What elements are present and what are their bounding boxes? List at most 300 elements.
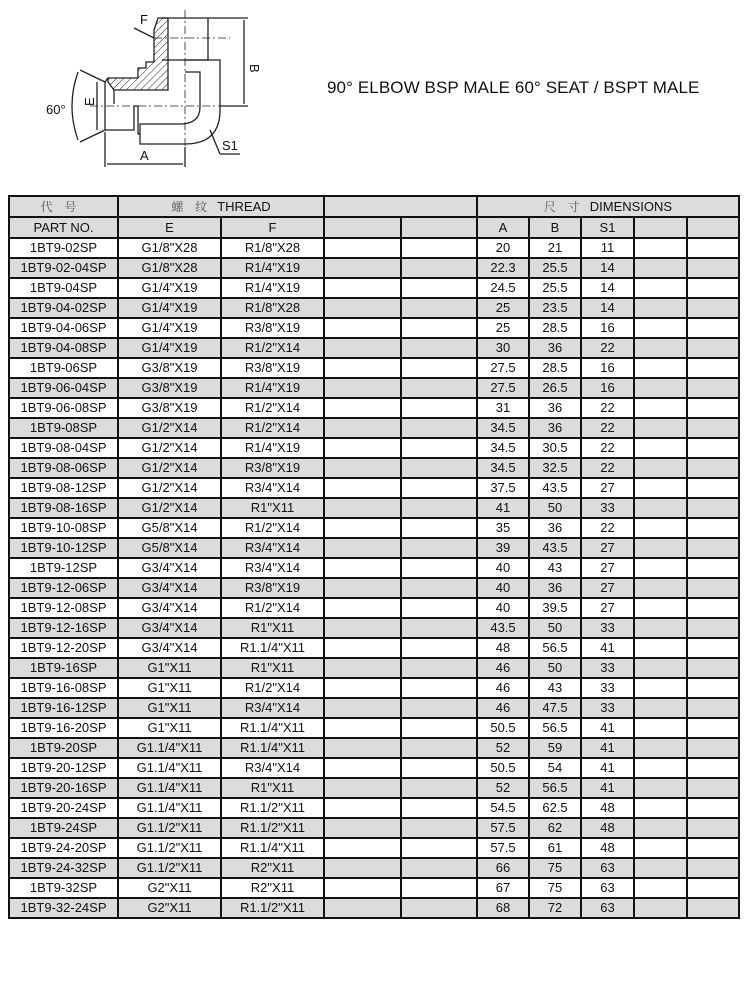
dim-b-cell: 47.5 <box>529 698 581 718</box>
thread-f-cell: R1.1/2"X11 <box>221 798 324 818</box>
thread-f-cell: R3/8"X19 <box>221 578 324 598</box>
empty-cell <box>687 878 739 898</box>
dim-s1-cell: 22 <box>581 518 634 538</box>
thread-f-cell: R1.1/4"X11 <box>221 638 324 658</box>
dim-b-cell: 23.5 <box>529 298 581 318</box>
thread-f-cell: R1.1/4"X11 <box>221 718 324 738</box>
empty-cell <box>324 778 401 798</box>
thread-f-cell: R1"X11 <box>221 618 324 638</box>
empty-cell <box>401 758 477 778</box>
part-no-cell: 1BT9-12-08SP <box>9 598 118 618</box>
empty-cell <box>324 558 401 578</box>
empty-cell <box>324 738 401 758</box>
table-row <box>9 358 739 378</box>
thread-f-cell: R1/2"X14 <box>221 398 324 418</box>
empty-cell <box>401 318 477 338</box>
table-row <box>9 878 739 898</box>
part-no-cell: 1BT9-04-08SP <box>9 338 118 358</box>
empty-cell <box>634 538 687 558</box>
empty-cell <box>634 398 687 418</box>
dim-s1-cell: 41 <box>581 738 634 758</box>
empty-cell <box>687 758 739 778</box>
table-row <box>9 838 739 858</box>
thread-e-cell: G1"X11 <box>118 698 221 718</box>
empty-cell <box>401 298 477 318</box>
dim-a-cell: 57.5 <box>477 838 529 858</box>
thread-f-cell: R1.1/4"X11 <box>221 838 324 858</box>
dim-a-cell: 52 <box>477 778 529 798</box>
thread-e-cell: G3/4"X14 <box>118 638 221 658</box>
header-empty-3 <box>634 217 687 238</box>
header-row-1 <box>9 196 739 217</box>
dim-s1-cell: 63 <box>581 858 634 878</box>
empty-cell <box>687 338 739 358</box>
part-no-cell: 1BT9-10-12SP <box>9 538 118 558</box>
dim-b-cell: 56.5 <box>529 718 581 738</box>
table-row <box>9 338 739 358</box>
thread-f-cell: R1"X11 <box>221 658 324 678</box>
dim-s1-cell: 63 <box>581 878 634 898</box>
label-angle: 60° <box>46 102 66 117</box>
table-row <box>9 258 739 278</box>
empty-cell <box>401 658 477 678</box>
thread-e-cell: G3/4"X14 <box>118 618 221 638</box>
dim-s1-cell: 48 <box>581 818 634 838</box>
thread-e-cell: G5/8"X14 <box>118 518 221 538</box>
empty-cell <box>634 658 687 678</box>
dim-a-cell: 34.5 <box>477 458 529 478</box>
dim-s1-cell: 22 <box>581 398 634 418</box>
table-row <box>9 538 739 558</box>
empty-cell <box>634 338 687 358</box>
dim-b-cell: 26.5 <box>529 378 581 398</box>
header-b: B <box>529 217 581 238</box>
part-no-cell: 1BT9-12SP <box>9 558 118 578</box>
thread-f-cell: R3/4"X14 <box>221 698 324 718</box>
dim-s1-cell: 22 <box>581 418 634 438</box>
dim-b-cell: 50 <box>529 658 581 678</box>
dim-s1-cell: 16 <box>581 378 634 398</box>
dim-a-cell: 22.3 <box>477 258 529 278</box>
dim-s1-cell: 41 <box>581 718 634 738</box>
empty-cell <box>401 778 477 798</box>
empty-cell <box>401 858 477 878</box>
header-thread: 螺 纹 THREAD <box>118 196 324 217</box>
empty-cell <box>634 458 687 478</box>
dim-s1-cell: 63 <box>581 898 634 918</box>
part-no-cell: 1BT9-06SP <box>9 358 118 378</box>
empty-cell <box>401 398 477 418</box>
thread-f-cell: R1/4"X19 <box>221 438 324 458</box>
thread-e-cell: G3/8"X19 <box>118 378 221 398</box>
thread-f-cell: R3/4"X14 <box>221 758 324 778</box>
part-no-cell: 1BT9-16-20SP <box>9 718 118 738</box>
empty-cell <box>324 898 401 918</box>
part-no-cell: 1BT9-02SP <box>9 238 118 258</box>
empty-cell <box>324 858 401 878</box>
empty-cell <box>401 518 477 538</box>
elbow-fitting-drawing <box>30 2 270 172</box>
empty-cell <box>401 498 477 518</box>
thread-f-cell: R1/2"X14 <box>221 418 324 438</box>
part-no-cell: 1BT9-20-24SP <box>9 798 118 818</box>
empty-cell <box>324 638 401 658</box>
thread-e-cell: G1.1/2"X11 <box>118 818 221 838</box>
empty-cell <box>687 778 739 798</box>
thread-e-cell: G1/2"X14 <box>118 438 221 458</box>
table-row <box>9 398 739 418</box>
header-part-cn: 代 号 <box>9 196 118 217</box>
empty-cell <box>401 438 477 458</box>
empty-cell <box>401 738 477 758</box>
dim-b-cell: 75 <box>529 878 581 898</box>
thread-f-cell: R3/8"X19 <box>221 318 324 338</box>
table-row <box>9 858 739 878</box>
dim-b-cell: 25.5 <box>529 278 581 298</box>
dim-s1-cell: 22 <box>581 438 634 458</box>
table-row <box>9 498 739 518</box>
table-row <box>9 678 739 698</box>
empty-cell <box>324 698 401 718</box>
thread-e-cell: G3/4"X14 <box>118 558 221 578</box>
empty-cell <box>687 358 739 378</box>
empty-cell <box>687 578 739 598</box>
dim-a-cell: 40 <box>477 558 529 578</box>
empty-cell <box>687 418 739 438</box>
thread-f-cell: R1"X11 <box>221 498 324 518</box>
dim-b-cell: 59 <box>529 738 581 758</box>
thread-f-cell: R3/4"X14 <box>221 558 324 578</box>
dim-a-cell: 50.5 <box>477 718 529 738</box>
dim-s1-cell: 41 <box>581 758 634 778</box>
table-row <box>9 478 739 498</box>
empty-cell <box>401 898 477 918</box>
part-no-cell: 1BT9-02-04SP <box>9 258 118 278</box>
page-title: 90° ELBOW BSP MALE 60° SEAT / BSPT MALE <box>327 78 700 97</box>
empty-cell <box>687 518 739 538</box>
empty-cell <box>687 438 739 458</box>
empty-cell <box>687 698 739 718</box>
dim-s1-cell: 16 <box>581 358 634 378</box>
part-no-cell: 1BT9-10-08SP <box>9 518 118 538</box>
dim-s1-cell: 27 <box>581 558 634 578</box>
empty-cell <box>401 558 477 578</box>
thread-e-cell: G1/2"X14 <box>118 478 221 498</box>
dim-a-cell: 20 <box>477 238 529 258</box>
dim-s1-cell: 48 <box>581 838 634 858</box>
dim-b-cell: 21 <box>529 238 581 258</box>
empty-cell <box>401 378 477 398</box>
empty-cell <box>634 798 687 818</box>
dim-a-cell: 30 <box>477 338 529 358</box>
dim-b-cell: 43 <box>529 558 581 578</box>
label-f: F <box>140 12 148 27</box>
empty-cell <box>324 398 401 418</box>
empty-cell <box>324 718 401 738</box>
part-no-cell: 1BT9-20-16SP <box>9 778 118 798</box>
dim-b-cell: 25.5 <box>529 258 581 278</box>
empty-cell <box>634 638 687 658</box>
thread-f-cell: R1/2"X14 <box>221 678 324 698</box>
empty-cell <box>687 618 739 638</box>
header-blank <box>324 196 477 217</box>
table-row <box>9 638 739 658</box>
empty-cell <box>324 598 401 618</box>
empty-cell <box>401 638 477 658</box>
dim-b-cell: 56.5 <box>529 638 581 658</box>
table-row <box>9 598 739 618</box>
empty-cell <box>324 378 401 398</box>
dim-a-cell: 35 <box>477 518 529 538</box>
dim-b-cell: 61 <box>529 838 581 858</box>
part-no-cell: 1BT9-04-02SP <box>9 298 118 318</box>
header-f: F <box>221 217 324 238</box>
empty-cell <box>634 618 687 638</box>
empty-cell <box>687 298 739 318</box>
table-row <box>9 718 739 738</box>
empty-cell <box>687 458 739 478</box>
thread-f-cell: R1.1/4"X11 <box>221 738 324 758</box>
dim-s1-cell: 14 <box>581 278 634 298</box>
dim-a-cell: 25 <box>477 318 529 338</box>
empty-cell <box>634 418 687 438</box>
dim-a-cell: 27.5 <box>477 358 529 378</box>
dim-a-cell: 40 <box>477 578 529 598</box>
thread-e-cell: G1.1/4"X11 <box>118 758 221 778</box>
part-no-cell: 1BT9-08SP <box>9 418 118 438</box>
thread-f-cell: R2"X11 <box>221 878 324 898</box>
empty-cell <box>687 898 739 918</box>
empty-cell <box>324 318 401 338</box>
thread-f-cell: R1/2"X14 <box>221 598 324 618</box>
empty-cell <box>687 398 739 418</box>
table-row <box>9 318 739 338</box>
empty-cell <box>634 838 687 858</box>
empty-cell <box>401 838 477 858</box>
thread-f-cell: R2"X11 <box>221 858 324 878</box>
empty-cell <box>634 238 687 258</box>
thread-f-cell: R1/4"X19 <box>221 378 324 398</box>
empty-cell <box>401 338 477 358</box>
empty-cell <box>324 618 401 638</box>
thread-e-cell: G2"X11 <box>118 878 221 898</box>
empty-cell <box>324 438 401 458</box>
table-row <box>9 778 739 798</box>
header-empty-2 <box>401 217 477 238</box>
dim-s1-cell: 41 <box>581 778 634 798</box>
empty-cell <box>687 478 739 498</box>
empty-cell <box>401 278 477 298</box>
header-e: E <box>118 217 221 238</box>
empty-cell <box>687 678 739 698</box>
thread-e-cell: G1/2"X14 <box>118 458 221 478</box>
empty-cell <box>324 498 401 518</box>
empty-cell <box>634 378 687 398</box>
thread-e-cell: G1.1/4"X11 <box>118 738 221 758</box>
part-no-cell: 1BT9-08-12SP <box>9 478 118 498</box>
table-row <box>9 438 739 458</box>
empty-cell <box>401 418 477 438</box>
dim-a-cell: 68 <box>477 898 529 918</box>
label-b: B <box>247 64 262 73</box>
thread-f-cell: R1/8"X28 <box>221 298 324 318</box>
thread-e-cell: G1/4"X19 <box>118 278 221 298</box>
empty-cell <box>687 238 739 258</box>
empty-cell <box>687 558 739 578</box>
dim-a-cell: 34.5 <box>477 418 529 438</box>
dim-b-cell: 28.5 <box>529 318 581 338</box>
empty-cell <box>634 438 687 458</box>
dim-s1-cell: 33 <box>581 498 634 518</box>
empty-cell <box>634 558 687 578</box>
empty-cell <box>324 258 401 278</box>
dim-b-cell: 36 <box>529 338 581 358</box>
dim-s1-cell: 33 <box>581 618 634 638</box>
thread-f-cell: R1.1/2"X11 <box>221 898 324 918</box>
dim-b-cell: 50 <box>529 498 581 518</box>
dim-b-cell: 30.5 <box>529 438 581 458</box>
empty-cell <box>634 598 687 618</box>
dim-a-cell: 66 <box>477 858 529 878</box>
dim-b-cell: 32.5 <box>529 458 581 478</box>
dim-s1-cell: 14 <box>581 258 634 278</box>
dim-a-cell: 54.5 <box>477 798 529 818</box>
part-no-cell: 1BT9-12-06SP <box>9 578 118 598</box>
part-no-cell: 1BT9-20-12SP <box>9 758 118 778</box>
empty-cell <box>634 318 687 338</box>
empty-cell <box>687 498 739 518</box>
empty-cell <box>401 578 477 598</box>
empty-cell <box>401 458 477 478</box>
empty-cell <box>687 258 739 278</box>
thread-f-cell: R3/4"X14 <box>221 538 324 558</box>
table-row <box>9 758 739 778</box>
thread-f-cell: R3/4"X14 <box>221 478 324 498</box>
table-row <box>9 578 739 598</box>
empty-cell <box>324 518 401 538</box>
thread-e-cell: G1/2"X14 <box>118 498 221 518</box>
thread-f-cell: R1/4"X19 <box>221 278 324 298</box>
thread-e-cell: G1.1/4"X11 <box>118 778 221 798</box>
dim-b-cell: 43 <box>529 678 581 698</box>
table-row <box>9 738 739 758</box>
thread-e-cell: G1/4"X19 <box>118 318 221 338</box>
thread-f-cell: R3/8"X19 <box>221 358 324 378</box>
thread-e-cell: G3/4"X14 <box>118 578 221 598</box>
thread-e-cell: G1/4"X19 <box>118 338 221 358</box>
empty-cell <box>324 578 401 598</box>
empty-cell <box>634 718 687 738</box>
dim-s1-cell: 27 <box>581 478 634 498</box>
table-row <box>9 278 739 298</box>
thread-e-cell: G1.1/2"X11 <box>118 838 221 858</box>
empty-cell <box>687 718 739 738</box>
table-row <box>9 458 739 478</box>
label-s1: S1 <box>222 138 238 153</box>
dim-s1-cell: 33 <box>581 658 634 678</box>
label-e: E <box>82 97 97 106</box>
empty-cell <box>324 798 401 818</box>
empty-cell <box>324 418 401 438</box>
empty-cell <box>401 258 477 278</box>
thread-e-cell: G5/8"X14 <box>118 538 221 558</box>
empty-cell <box>687 658 739 678</box>
thread-e-cell: G1"X11 <box>118 658 221 678</box>
empty-cell <box>401 358 477 378</box>
empty-cell <box>634 738 687 758</box>
thread-e-cell: G2"X11 <box>118 898 221 918</box>
empty-cell <box>634 518 687 538</box>
dim-b-cell: 28.5 <box>529 358 581 378</box>
empty-cell <box>687 838 739 858</box>
thread-e-cell: G1.1/4"X11 <box>118 798 221 818</box>
empty-cell <box>401 598 477 618</box>
dim-a-cell: 57.5 <box>477 818 529 838</box>
thread-e-cell: G1/4"X19 <box>118 298 221 318</box>
empty-cell <box>687 818 739 838</box>
part-no-cell: 1BT9-20SP <box>9 738 118 758</box>
empty-cell <box>687 638 739 658</box>
table-row <box>9 658 739 678</box>
empty-cell <box>324 758 401 778</box>
thread-f-cell: R1.1/2"X11 <box>221 818 324 838</box>
empty-cell <box>687 738 739 758</box>
empty-cell <box>401 238 477 258</box>
header-s1: S1 <box>581 217 634 238</box>
dim-a-cell: 40 <box>477 598 529 618</box>
thread-f-cell: R1"X11 <box>221 778 324 798</box>
table-row <box>9 518 739 538</box>
empty-cell <box>634 278 687 298</box>
dim-b-cell: 56.5 <box>529 778 581 798</box>
empty-cell <box>401 618 477 638</box>
empty-cell <box>324 658 401 678</box>
empty-cell <box>634 878 687 898</box>
empty-cell <box>324 838 401 858</box>
empty-cell <box>401 478 477 498</box>
empty-cell <box>324 478 401 498</box>
empty-cell <box>687 378 739 398</box>
dim-b-cell: 43.5 <box>529 478 581 498</box>
thread-e-cell: G1"X11 <box>118 678 221 698</box>
dim-b-cell: 54 <box>529 758 581 778</box>
part-no-cell: 1BT9-24-20SP <box>9 838 118 858</box>
label-a: A <box>140 148 149 163</box>
empty-cell <box>401 878 477 898</box>
empty-cell <box>401 678 477 698</box>
dim-b-cell: 36 <box>529 418 581 438</box>
part-no-cell: 1BT9-32-24SP <box>9 898 118 918</box>
table-row <box>9 818 739 838</box>
dim-a-cell: 46 <box>477 678 529 698</box>
dim-s1-cell: 33 <box>581 678 634 698</box>
dim-b-cell: 36 <box>529 398 581 418</box>
dim-b-cell: 62.5 <box>529 798 581 818</box>
dim-a-cell: 50.5 <box>477 758 529 778</box>
part-no-cell: 1BT9-08-16SP <box>9 498 118 518</box>
empty-cell <box>634 698 687 718</box>
empty-cell <box>634 818 687 838</box>
dim-a-cell: 37.5 <box>477 478 529 498</box>
empty-cell <box>687 858 739 878</box>
thread-f-cell: R1/8"X28 <box>221 238 324 258</box>
empty-cell <box>401 718 477 738</box>
table-row <box>9 238 739 258</box>
dim-a-cell: 43.5 <box>477 618 529 638</box>
empty-cell <box>634 898 687 918</box>
dim-b-cell: 72 <box>529 898 581 918</box>
part-no-cell: 1BT9-06-08SP <box>9 398 118 418</box>
